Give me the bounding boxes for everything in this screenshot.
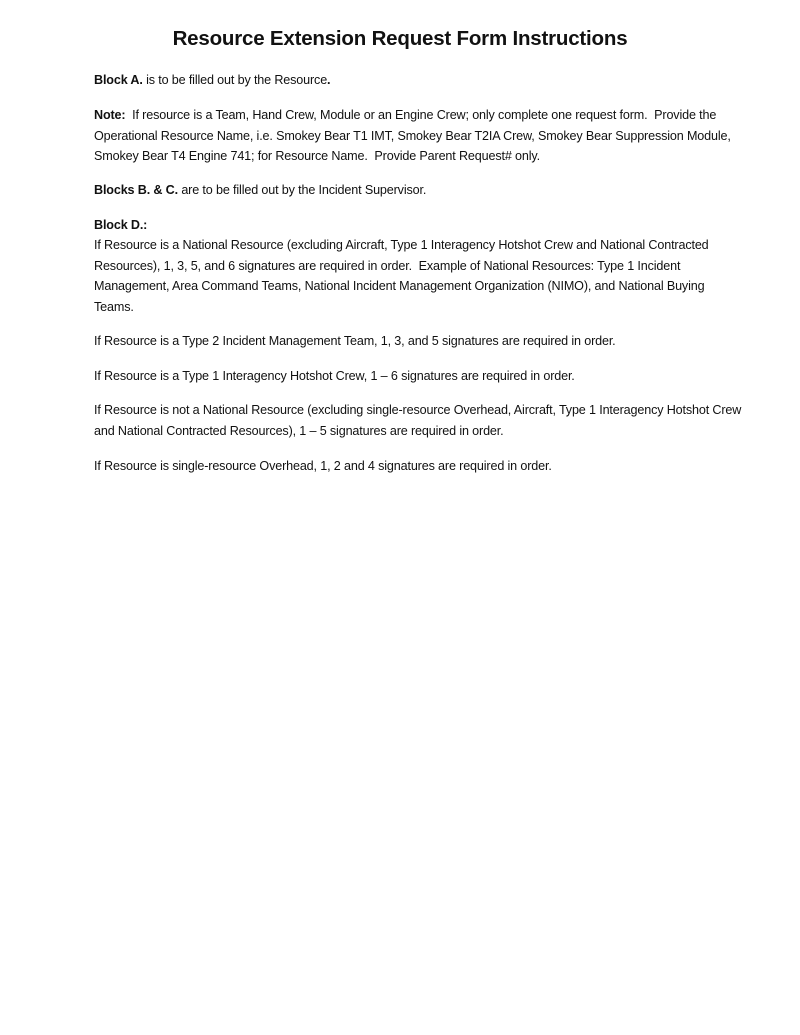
block-a-label: Block A. — [94, 73, 143, 87]
block-a-period: . — [327, 73, 331, 87]
note-text: If resource is a Team, Hand Crew, Module or an Engine Crew; only complete one request form. Provide the Operational Resource Name, i.e. Smokey Bear T1 IMT, Smokey Bear T2IA Crew, Smokey Bear Suppression Module, Smokey Bear T4 Engine 741; for Resource Name. Provide Parent Request# only. — [94, 108, 735, 163]
block-d-national-resource: If Resource is a National Resource (excluding Aircraft, Type 1 Interagency Hotshot Crew and National Contracted Resources), 1, 3, 5, and 6 signatures are required in order. Example of National Resources: Type 1 Incident Management, Area Command Teams, National Incident Management Organization (NIMO), and National Buying Teams. — [94, 238, 712, 314]
blocks-bc-paragraph — [94, 180, 744, 201]
block-d-type2-imt: If Resource is a Type 2 Incident Management Team, 1, 3, and 5 signatures are required in order. — [94, 334, 616, 348]
document-title: Resource Extension Request Form Instructions — [172, 27, 628, 50]
blocks-bc-label: Blocks B. & C. — [94, 183, 178, 197]
note-label: Note: — [94, 108, 126, 122]
block-d-label: Block D.: — [94, 218, 148, 232]
block-d-single-overhead: If Resource is single-resource Overhead, 1, 2 and 4 signatures are required in order. — [94, 459, 552, 473]
block-d-non-national: If Resource is not a National Resource (excluding single-resource Overhead, Aircraft, Type 1 Interagency Hotshot Crew and National Contracted Resources), 1 – 5 signatures are required in order. — [94, 403, 742, 438]
blocks-bc-text: are to be filled out by the Incident Supervisor. — [177, 183, 427, 197]
block-d-type1-hotshot: If Resource is a Type 1 Interagency Hotshot Crew, 1 – 6 signatures are required in order. — [94, 369, 575, 383]
note-paragraph — [94, 105, 744, 167]
block-a-paragraph — [94, 70, 744, 91]
block-a-text: is to be filled out by the Resource — [142, 73, 328, 87]
